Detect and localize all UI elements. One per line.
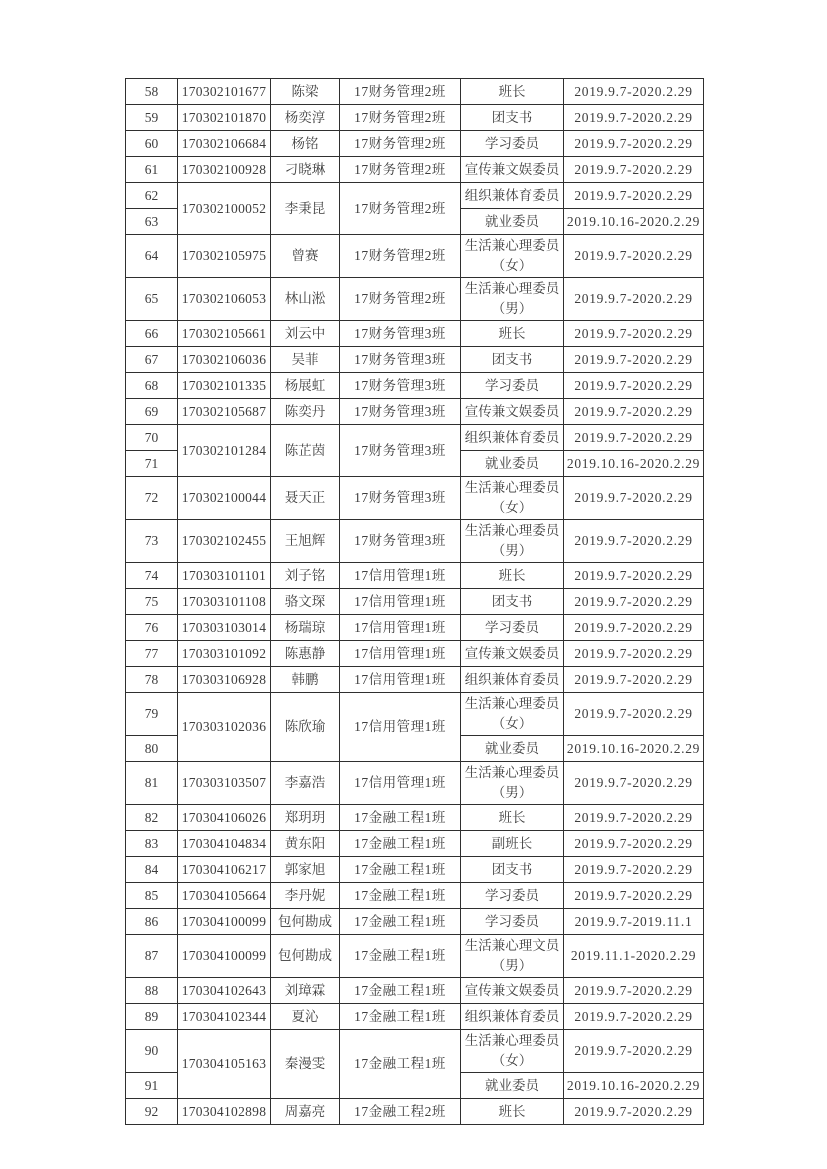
position-cell: 就业委员 (461, 451, 564, 477)
position-cell: 学习委员 (461, 883, 564, 909)
student-name-cell: 刘云中 (271, 321, 340, 347)
table-row (126, 978, 704, 1004)
class-cell: 17财务管理3班 (340, 347, 461, 373)
table-row (126, 477, 704, 520)
position-cell: 生活兼心理委员（男） (461, 278, 564, 321)
row-number-cell: 85 (126, 883, 178, 909)
position-cell: 班长 (461, 1099, 564, 1125)
class-cell: 17财务管理2班 (340, 157, 461, 183)
student-id-cell: 170303101092 (178, 641, 271, 667)
period-cell: 2019.9.7-2020.2.29 (564, 477, 704, 520)
table-row (126, 563, 704, 589)
student-id-cell: 170302101677 (178, 79, 271, 105)
position-cell: 班长 (461, 563, 564, 589)
row-number-cell: 81 (126, 762, 178, 805)
period-cell: 2019.9.7-2020.2.29 (564, 563, 704, 589)
row-number-cell: 71 (126, 451, 178, 477)
student-id-cell: 170304105163 (178, 1030, 271, 1099)
table-row (126, 831, 704, 857)
period-cell: 2019.9.7-2020.2.29 (564, 589, 704, 615)
class-cell: 17财务管理2班 (340, 79, 461, 105)
class-cell: 17财务管理2班 (340, 235, 461, 278)
position-cell: 生活兼心理委员（男） (461, 762, 564, 805)
table-row (126, 1099, 704, 1125)
row-number-cell: 68 (126, 373, 178, 399)
class-cell: 17财务管理3班 (340, 321, 461, 347)
student-name-cell: 李秉昆 (271, 183, 340, 235)
student-name-cell: 骆文琛 (271, 589, 340, 615)
row-number-cell: 60 (126, 131, 178, 157)
period-cell: 2019.9.7-2020.2.29 (564, 883, 704, 909)
table-row (126, 131, 704, 157)
student-id-cell: 170302100052 (178, 183, 271, 235)
period-cell: 2019.10.16-2020.2.29 (564, 451, 704, 477)
student-id-cell: 170302101870 (178, 105, 271, 131)
position-cell: 就业委员 (461, 1073, 564, 1099)
row-number-cell: 92 (126, 1099, 178, 1125)
student-name-cell: 杨瑞琼 (271, 615, 340, 641)
period-cell: 2019.10.16-2020.2.29 (564, 209, 704, 235)
table-row (126, 857, 704, 883)
student-id-cell: 170302102455 (178, 520, 271, 563)
student-id-cell: 170302100928 (178, 157, 271, 183)
period-cell: 2019.9.7-2020.2.29 (564, 157, 704, 183)
class-cell: 17金融工程1班 (340, 909, 461, 935)
class-cell: 17金融工程1班 (340, 935, 461, 978)
table-row (126, 909, 704, 935)
row-number-cell: 59 (126, 105, 178, 131)
student-id-cell: 170304100099 (178, 935, 271, 978)
position-cell: 团支书 (461, 347, 564, 373)
student-id-cell: 170304106217 (178, 857, 271, 883)
period-cell: 2019.9.7-2020.2.29 (564, 235, 704, 278)
table-row (126, 278, 704, 321)
student-id-cell: 170303101101 (178, 563, 271, 589)
class-cell: 17金融工程1班 (340, 978, 461, 1004)
table-row (126, 79, 704, 105)
row-number-cell: 63 (126, 209, 178, 235)
period-cell: 2019.9.7-2020.2.29 (564, 321, 704, 347)
position-cell: 宣传兼文娱委员 (461, 157, 564, 183)
student-name-cell: 郑玥玥 (271, 805, 340, 831)
student-name-cell: 包何勘成 (271, 909, 340, 935)
student-id-cell: 170304104834 (178, 831, 271, 857)
student-id-cell: 170303103014 (178, 615, 271, 641)
class-cell: 17信用管理1班 (340, 641, 461, 667)
position-cell: 就业委员 (461, 209, 564, 235)
student-id-cell: 170302105661 (178, 321, 271, 347)
student-name-cell: 夏沁 (271, 1004, 340, 1030)
row-number-cell: 91 (126, 1073, 178, 1099)
period-cell: 2019.9.7-2020.2.29 (564, 1099, 704, 1125)
period-cell: 2019.9.7-2020.2.29 (564, 805, 704, 831)
student-name-cell: 刘子铭 (271, 563, 340, 589)
table-row (126, 373, 704, 399)
period-cell: 2019.9.7-2019.11.1 (564, 909, 704, 935)
position-cell: 学习委员 (461, 615, 564, 641)
position-cell: 副班长 (461, 831, 564, 857)
student-name-cell: 陈欣瑜 (271, 693, 340, 762)
student-id-cell: 170302106053 (178, 278, 271, 321)
table-row (126, 157, 704, 183)
student-name-cell: 郭家旭 (271, 857, 340, 883)
period-cell: 2019.9.7-2020.2.29 (564, 278, 704, 321)
row-number-cell: 61 (126, 157, 178, 183)
class-cell: 17信用管理1班 (340, 693, 461, 762)
student-name-cell: 韩鹏 (271, 667, 340, 693)
period-cell: 2019.9.7-2020.2.29 (564, 399, 704, 425)
period-cell: 2019.9.7-2020.2.29 (564, 831, 704, 857)
row-number-cell: 76 (126, 615, 178, 641)
table-row (126, 667, 704, 693)
student-id-cell: 170303101108 (178, 589, 271, 615)
class-cell: 17金融工程2班 (340, 1099, 461, 1125)
student-name-cell: 黄东阳 (271, 831, 340, 857)
position-cell: 生活兼心理委员（女） (461, 1030, 564, 1073)
period-cell: 2019.9.7-2020.2.29 (564, 183, 704, 209)
position-cell: 生活兼心理委员（女） (461, 693, 564, 736)
student-id-cell: 170302106036 (178, 347, 271, 373)
student-name-cell: 林山淞 (271, 278, 340, 321)
period-cell: 2019.10.16-2020.2.29 (564, 736, 704, 762)
student-name-cell: 吴菲 (271, 347, 340, 373)
class-cell: 17信用管理1班 (340, 667, 461, 693)
position-cell: 学习委员 (461, 909, 564, 935)
student-name-cell: 杨铭 (271, 131, 340, 157)
position-cell: 组织兼体育委员 (461, 183, 564, 209)
period-cell: 2019.9.7-2020.2.29 (564, 105, 704, 131)
student-id-cell: 170302105975 (178, 235, 271, 278)
row-number-cell: 79 (126, 693, 178, 736)
student-id-cell: 170302106684 (178, 131, 271, 157)
student-id-cell: 170303103507 (178, 762, 271, 805)
table-row (126, 347, 704, 373)
table-row (126, 883, 704, 909)
position-cell: 团支书 (461, 105, 564, 131)
student-id-cell: 170303106928 (178, 667, 271, 693)
row-number-cell: 62 (126, 183, 178, 209)
class-cell: 17财务管理2班 (340, 183, 461, 235)
student-id-cell: 170304102643 (178, 978, 271, 1004)
period-cell: 2019.9.7-2020.2.29 (564, 641, 704, 667)
student-id-cell: 170303102036 (178, 693, 271, 762)
position-cell: 生活兼心理文员（男） (461, 935, 564, 978)
class-cell: 17财务管理3班 (340, 425, 461, 477)
position-cell: 组织兼体育委员 (461, 667, 564, 693)
period-cell: 2019.9.7-2020.2.29 (564, 373, 704, 399)
row-number-cell: 86 (126, 909, 178, 935)
class-cell: 17信用管理1班 (340, 563, 461, 589)
row-number-cell: 66 (126, 321, 178, 347)
period-cell: 2019.9.7-2020.2.29 (564, 347, 704, 373)
student-id-cell: 170304106026 (178, 805, 271, 831)
table-row (126, 399, 704, 425)
table-row (126, 425, 704, 451)
class-cell: 17财务管理3班 (340, 373, 461, 399)
position-cell: 组织兼体育委员 (461, 425, 564, 451)
class-cell: 17财务管理3班 (340, 399, 461, 425)
period-cell: 2019.9.7-2020.2.29 (564, 425, 704, 451)
period-cell: 2019.9.7-2020.2.29 (564, 693, 704, 736)
position-cell: 就业委员 (461, 736, 564, 762)
student-id-cell: 170302100044 (178, 477, 271, 520)
table-row (126, 1030, 704, 1073)
class-cell: 17信用管理1班 (340, 762, 461, 805)
row-number-cell: 88 (126, 978, 178, 1004)
row-number-cell: 87 (126, 935, 178, 978)
student-name-cell: 秦漫雯 (271, 1030, 340, 1099)
position-cell: 宣传兼文娱委员 (461, 399, 564, 425)
position-cell: 生活兼心理委员（女） (461, 477, 564, 520)
student-name-cell: 李嘉浩 (271, 762, 340, 805)
class-cell: 17财务管理2班 (340, 278, 461, 321)
table-row (126, 589, 704, 615)
row-number-cell: 80 (126, 736, 178, 762)
student-name-cell: 周嘉亮 (271, 1099, 340, 1125)
student-name-cell: 杨奕淳 (271, 105, 340, 131)
period-cell: 2019.9.7-2020.2.29 (564, 667, 704, 693)
row-number-cell: 83 (126, 831, 178, 857)
row-number-cell: 65 (126, 278, 178, 321)
table-row (126, 1004, 704, 1030)
student-name-cell: 陈芷茵 (271, 425, 340, 477)
position-cell: 班长 (461, 805, 564, 831)
class-cell: 17金融工程1班 (340, 883, 461, 909)
student-id-cell: 170304102344 (178, 1004, 271, 1030)
student-name-cell: 包何勘成 (271, 935, 340, 978)
student-name-cell: 曾赛 (271, 235, 340, 278)
row-number-cell: 74 (126, 563, 178, 589)
class-cell: 17信用管理1班 (340, 615, 461, 641)
student-id-cell: 170304102898 (178, 1099, 271, 1125)
class-cell: 17金融工程1班 (340, 857, 461, 883)
student-name-cell: 刁晓琳 (271, 157, 340, 183)
table-row (126, 805, 704, 831)
student-name-cell: 王旭辉 (271, 520, 340, 563)
period-cell: 2019.9.7-2020.2.29 (564, 1030, 704, 1073)
student-id-cell: 170302105687 (178, 399, 271, 425)
student-id-cell: 170304100099 (178, 909, 271, 935)
row-number-cell: 89 (126, 1004, 178, 1030)
row-number-cell: 78 (126, 667, 178, 693)
position-cell: 班长 (461, 79, 564, 105)
table-row (126, 321, 704, 347)
class-cell: 17金融工程1班 (340, 1004, 461, 1030)
student-id-cell: 170304105664 (178, 883, 271, 909)
roster-table (125, 78, 704, 1125)
table-row (126, 105, 704, 131)
period-cell: 2019.9.7-2020.2.29 (564, 615, 704, 641)
student-name-cell: 陈奕丹 (271, 399, 340, 425)
row-number-cell: 90 (126, 1030, 178, 1073)
period-cell: 2019.10.16-2020.2.29 (564, 1073, 704, 1099)
row-number-cell: 58 (126, 79, 178, 105)
period-cell: 2019.9.7-2020.2.29 (564, 978, 704, 1004)
roster-table-body (126, 79, 704, 1125)
row-number-cell: 73 (126, 520, 178, 563)
period-cell: 2019.9.7-2020.2.29 (564, 520, 704, 563)
class-cell: 17金融工程1班 (340, 1030, 461, 1099)
student-id-cell: 170302101284 (178, 425, 271, 477)
class-cell: 17金融工程1班 (340, 805, 461, 831)
class-cell: 17财务管理3班 (340, 477, 461, 520)
period-cell: 2019.9.7-2020.2.29 (564, 857, 704, 883)
table-row (126, 762, 704, 805)
row-number-cell: 67 (126, 347, 178, 373)
position-cell: 组织兼体育委员 (461, 1004, 564, 1030)
row-number-cell: 64 (126, 235, 178, 278)
student-name-cell: 聂天正 (271, 477, 340, 520)
table-row (126, 693, 704, 736)
row-number-cell: 72 (126, 477, 178, 520)
position-cell: 团支书 (461, 589, 564, 615)
position-cell: 团支书 (461, 857, 564, 883)
student-name-cell: 李丹妮 (271, 883, 340, 909)
position-cell: 生活兼心理委员（男） (461, 520, 564, 563)
class-cell: 17财务管理2班 (340, 105, 461, 131)
student-id-cell: 170302101335 (178, 373, 271, 399)
position-cell: 生活兼心理委员（女） (461, 235, 564, 278)
class-cell: 17财务管理2班 (340, 131, 461, 157)
student-name-cell: 刘璋霖 (271, 978, 340, 1004)
row-number-cell: 77 (126, 641, 178, 667)
period-cell: 2019.9.7-2020.2.29 (564, 762, 704, 805)
row-number-cell: 75 (126, 589, 178, 615)
table-row (126, 615, 704, 641)
class-cell: 17金融工程1班 (340, 831, 461, 857)
position-cell: 班长 (461, 321, 564, 347)
position-cell: 宣传兼文娱委员 (461, 978, 564, 1004)
table-row (126, 235, 704, 278)
row-number-cell: 84 (126, 857, 178, 883)
student-name-cell: 陈惠静 (271, 641, 340, 667)
class-cell: 17财务管理3班 (340, 520, 461, 563)
position-cell: 宣传兼文娱委员 (461, 641, 564, 667)
class-cell: 17信用管理1班 (340, 589, 461, 615)
period-cell: 2019.9.7-2020.2.29 (564, 79, 704, 105)
student-name-cell: 陈梁 (271, 79, 340, 105)
table-row (126, 641, 704, 667)
table-row (126, 183, 704, 209)
row-number-cell: 70 (126, 425, 178, 451)
row-number-cell: 82 (126, 805, 178, 831)
row-number-cell: 69 (126, 399, 178, 425)
table-row (126, 935, 704, 978)
period-cell: 2019.9.7-2020.2.29 (564, 131, 704, 157)
period-cell: 2019.9.7-2020.2.29 (564, 1004, 704, 1030)
position-cell: 学习委员 (461, 131, 564, 157)
student-name-cell: 杨展虹 (271, 373, 340, 399)
table-row (126, 520, 704, 563)
period-cell: 2019.11.1-2020.2.29 (564, 935, 704, 978)
position-cell: 学习委员 (461, 373, 564, 399)
